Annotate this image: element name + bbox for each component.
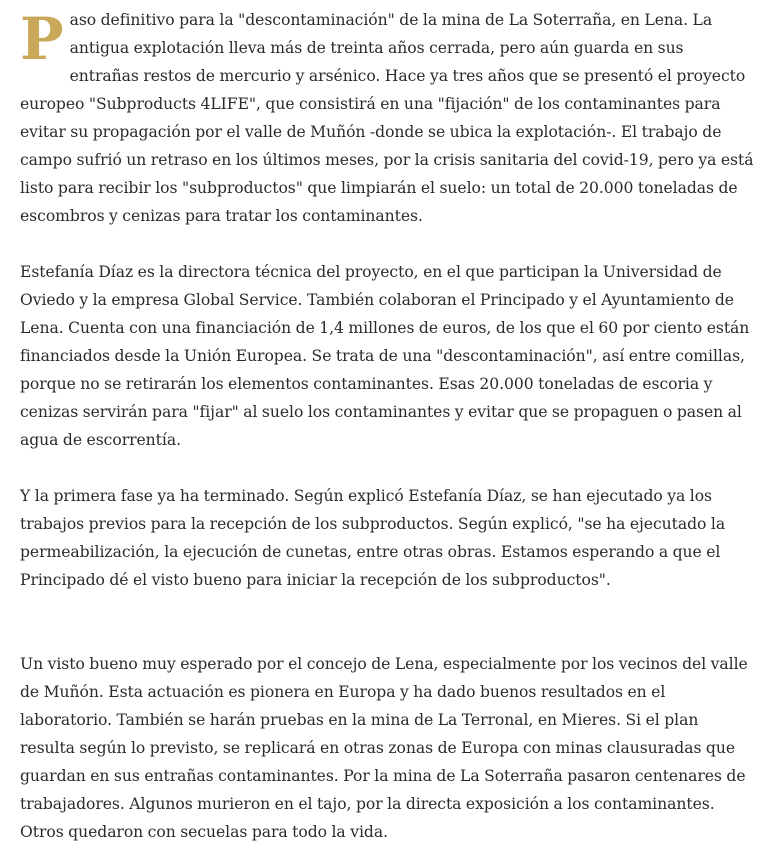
paragraph-1-text: aso definitivo para la "descontaminación" de la mina de La Soterraña, en Lena. La antigua explotación lleva más de treinta años cerrada, pero aún guarda en sus entrañas restos de mercurio y arsénico. Hace ya tres años que se presentó el proyecto europeo "Subproducts 4LIFE", que consistirá en una "fijación" de los contaminantes para evitar su propagación por el valle de Muñón -donde se ubica la explotación-. El trabajo de campo sufrió un retraso en los últimos meses, por la crisis sanitaria del covid-19, pero ya está listo para recibir los "subproductos" que limpiarán el suelo: un total de 20.000 toneladas de escombros y cenizas para tratar los contaminantes. bbox=[20, 11, 754, 225]
article-paragraph-3: Y la primera fase ya ha terminado. Según explicó Estefanía Díaz, se han ejecutado ya los trabajos previos para la recepción de los subproductos. Según explicó, "se ha ejecutado la permeabilización, la ejecución de cunetas, entre otras obras. Estamos esperando a que el Principado dé el visto bueno para iniciar la recepción de los subproductos". bbox=[20, 487, 726, 589]
article-paragraph-1 bbox=[20, 6, 756, 230]
article-paragraph-2: Estefanía Díaz es la directora técnica del proyecto, en el que participan la Universidad de Oviedo y la empresa Global Service. También colaboran el Principado y el Ayuntamiento de Lena. Cuenta con una financiación de 1,4 millones de euros, de los que el 60 por ciento están financiados desde la Unión Europea. Se trata de una "descontaminación", así entre comillas, porque no se retirarán los elementos contaminantes. Esas 20.000 toneladas de escoria y cenizas servirán para "fijar" al suelo los contaminantes y evitar que se propaguen o pasen al agua de escorrentía. bbox=[20, 263, 750, 449]
drop-cap: P bbox=[20, 5, 64, 73]
article-body bbox=[20, 6, 756, 846]
article-paragraph-4: Un visto bueno muy esperado por el concejo de Lena, especialmente por los vecinos del valle de Muñón. Esta actuación es pionera en Europa y ha dado buenos resultados en el laboratorio. También se harán pruebas en la mina de La Terronal, en Mieres. Si el plan resulta según lo previsto, se replicará en otras zonas de Europa con minas clausuradas que guardan en sus entrañas contaminantes. Por la mina de La Soterraña pasaron centenares de trabajadores. Algunos murieron en el tajo, por la directa exposición a los contaminantes. Otros quedaron con secuelas para todo la vida. bbox=[20, 655, 748, 841]
